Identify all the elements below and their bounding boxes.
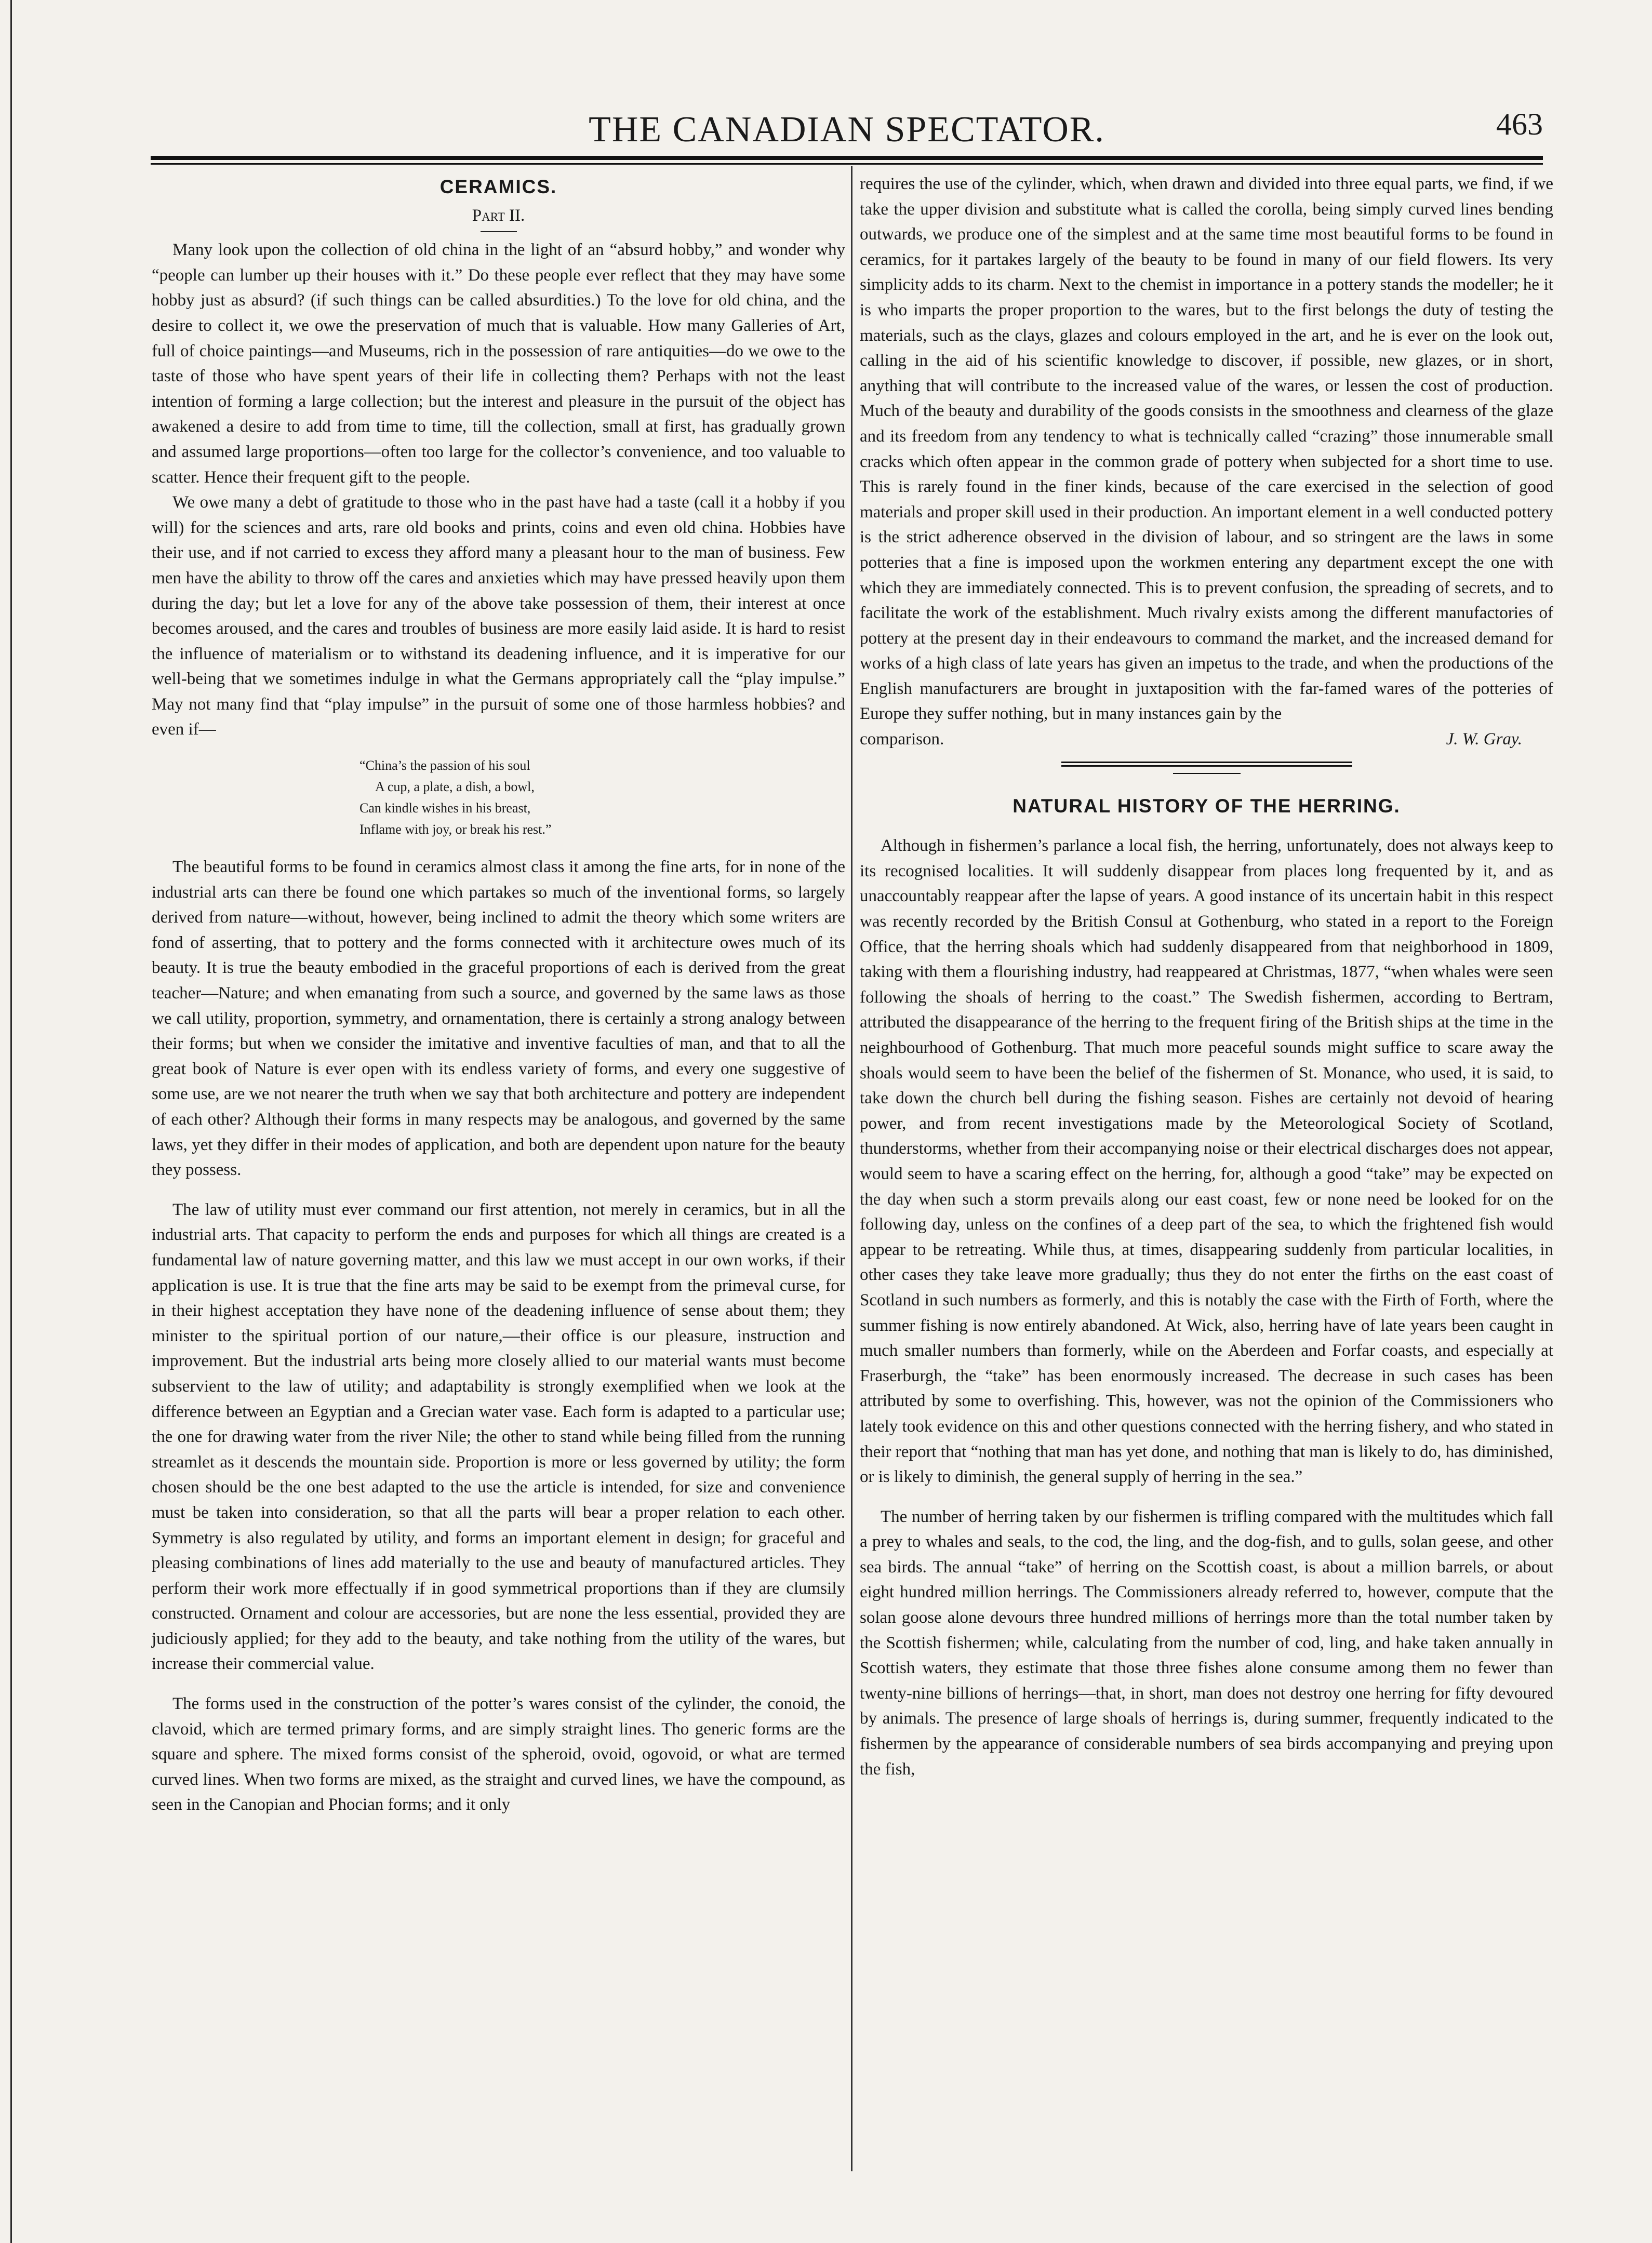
right-column — [860, 171, 1553, 1782]
page-number: 463 — [1496, 107, 1543, 141]
verse-line: Inflame with joy, or break his rest.” — [359, 822, 552, 837]
ceramics-paragraph: The forms used in the construction of the potter’s wares consist of the cylinder, the conoid, the clavoid, which are termed primary forms, and are simply straight lines. Tho generic forms are the square and sphere. The mixed forms consist of the spheroid, ovoid, ogovoid, or what are termed curved lines. When two forms are mixed, as the straight and curved lines, we have the compound, as seen in the Canopian and Phocian forms; and it only — [152, 1694, 845, 1814]
signature-line — [860, 727, 1553, 752]
ceramics-title: CERAMICS. — [439, 176, 557, 197]
header-rule-thick — [151, 156, 1543, 160]
ceramics-continuation: requires the use of the cylinder, which, when drawn and divided into three equal parts, we find, if we take the upper division and substitute what is called the corolla, being simply curved lines bending outwards, we produce one of the simplest and at the same time most beautiful forms to be found in ceramics, for it partakes largely of the beauty to be found in many of our field flowers. Its very simplicity adds to its charm. Next to the chemist in importance in a pottery stands the modeller; he it is who imparts the proper proportion to the wares, but to the first belongs the duty of testing the materials, such as the clays, glazes and colours employed in the art, and he is ever on the look out, calling in the aid of his scientific knowledge to discover, if possible, new glazes, or in short, anything that will contribute to the increased value of the wares, or lessen the cost of production. Much of the beauty and durability of the goods consists in the smoothness and clearness of the glaze and its freedom from any tendency to what is technically called “crazing” those innumerable small cracks which often appear in the common grade of pottery when subjected for a short time to use. This is rarely found in the finer kinds, because of the care exercised in the selection of good materials and proper skill used in their production. An important element in a well conducted pottery is the strict adherence observed in the division of labour, and so stringent are the laws in some potteries that a fine is imposed upon the workmen entering any department except the one with which they are immediately connected. This is to prevent confusion, the spreading of secrets, and to facilitate the work of the establishment. Much rivalry exists among the different manufactories of pottery at the present day in their endeavours to command the market, and the increased demand for works of a high class of late years has given an impetus to the trade, and when the productions of the English manufacturers are brought in juxtaposition with the far-famed wares of the potteries of Europe they suffer nothing, but in many instances gain by the — [860, 175, 1553, 724]
publication-title: THE CANADIAN SPECTATOR. — [589, 110, 1105, 150]
ceramics-paragraph: The beautiful forms to be found in ceramics almost class it among the fine arts, for in none of the industrial arts can there be found one which partakes so much of the inventional forms, so largely derived from nature—without, however, being inclined to admit the theory which some writers are fond of asserting, that to pottery and the forms connected with it architecture owes much of its beauty. It is true the beauty embodied in the graceful proportions of each is derived from the great teacher—Nature; and when emanating from such a source, and governed by the same laws as those we call utility, proportion, symmetry, and ornamentation, there is certainly a strong analogy between their forms; but when we consider the imitative and inventive faculties of man, and that to all the great book of Nature is ever open with its endless variety of forms, and every one suggestive of some use, are we not nearer the truth when we say that both architecture and pottery are independent of each other? Although their forms in many respects may be analogous, and governed by the same laws, yet they differ in their modes of application, and both are dependent upon nature for the beauty they possess. — [152, 858, 845, 1180]
section-separator — [1061, 762, 1352, 774]
subtitle-rule — [481, 231, 517, 232]
running-head — [151, 106, 1543, 156]
ceramics-paragraph: We owe many a debt of gratitude to those who in the past have had a taste (call it a hobby if you will) for the sciences and arts, rare old books and prints, coins and even old china. Hobbies have their use, and if not carried to excess they afford many a pleasant hour to the man of business. Few men have the ability to throw off the cares and anxieties which may have pressed heavily upon them during the day; but let a love for any of the above take possession of them, their interest at once becomes aroused, and the cares and troubles of business are more easily laid aside. It is hard to resist the influence of materialism or to withstand its deadening influence, and it is imperative for our well-being that we sometimes indulge in what the Germans appropriately call the “play impulse.” May not many find that “play impulse” in the pursuit of some one of those harmless hobbies? and even if— — [152, 493, 845, 739]
verse-line: A cup, a plate, a dish, a bowl, — [375, 779, 535, 795]
closing-word: comparison. — [860, 730, 944, 749]
column-divider — [851, 166, 852, 2171]
verse-line: Can kindle wishes in his breast, — [359, 800, 531, 816]
left-margin-rule — [10, 0, 12, 2243]
herring-paragraph: Although in fishermen’s parlance a local fish, the herring, unfortunately, does not always keep to its recognised localities. It will suddenly disappear from places long frequented by it, and as unaccountably reappear after the lapse of years. A good instance of its uncertain habit in this respect was recently recorded by the British Consul at Gothenburg, who stated in a report to the Foreign Office, that the herring shoals which had suddenly disappeared from that neighborhood in 1809, taking with them a flourishing industry, had reappeared at Christmas, 1877, “when whales were seen following the shoals of herring to the coast.” The Swedish fishermen, according to Bertram, attributed the disappearance of the herring to the frequent firing of the British ships at the time in the neighbourhood of Gothenburg. That much more peaceful sounds might suffice to scare away the shoals would seem to have been the belief of the fishermen of St. Monance, who used, it is said, to take down the church bell during the fishing season. Fishes are certainly not devoid of hearing power, and from recent investigations made by the Meteorological Society of Scotland, thunderstorms, whether from their accompanying noise or their electrical discharges does not appear, would seem to have a scaring effect on the herring, for, although a good “take” may be expected on the day when such a storm prevails along our east coast, few or none need be looked for on the following day, unless on the confines of a deep part of the sea, to which the frightened fish would appear to be retreating. While thus, at times, disappearing suddenly from particular localities, in other cases they take leave more gradually; thus they do not enter the firths on the east coast of Scotland in such numbers as formerly, and this is notably the case with the Firth of Forth, where the summer fishing is now entirely abandoned. At Wick, also, herring have of late years been caught in much smaller numbers than formerly, while on the Aberdeen and Forfar coasts, and especially at Fraserburgh, the “take” has been enormously increased. The decrease in such cases has been attributed by some to overfishing. This, however, was not the opinion of the Commissioners who lately took evidence on this and other questions connected with the herring fishery, and who stated in their report that “nothing that man has yet done, and nothing that man is likely to do, has diminished, or is likely to diminish, the general supply of herring in the sea.” — [860, 836, 1553, 1487]
left-column — [152, 171, 845, 1818]
header-rule-thin — [151, 163, 1543, 165]
verse-line: “China’s the passion of his soul — [359, 758, 530, 773]
herring-title: NATURAL HISTORY OF THE HERRING. — [1012, 795, 1401, 817]
author-signature: J. W. Gray. — [1446, 730, 1522, 749]
verse-quote — [152, 755, 845, 840]
ceramics-subtitle: Part II. — [472, 206, 525, 225]
ceramics-paragraph: Many look upon the collection of old china in the light of an “absurd hobby,” and wonder why “people can lumber up their houses with it.” Do these people ever reflect that they may have some hobby just as absurd? (if such things can be called absurdities.) To the love for old china, and the desire to collect it, we owe the preservation of much that is valuable. How many Galleries of Art, full of choice paintings—and Museums, rich in the possession of rare antiquities—do we owe to the taste of those who have spent years of their life in collecting them? Perhaps with not the least intention of forming a large collection; but the interest and pleasure in the pursuit of the object has awakened a desire to add from time to time, till the collection, small at first, has gradually grown and assumed large proportions—often too large for the collector’s convenience, and too valuable to scatter. Hence their frequent gift to the people. — [152, 241, 845, 487]
ceramics-paragraph: The law of utility must ever command our first attention, not merely in ceramics, but in all the industrial arts. That capacity to perform the ends and purposes for which all things are created is a fundamental law of nature governing matter, and this law we must accept in our own works, if their application is use. It is true that the fine arts may be said to be exempt from the primeval curse, for in their highest acceptation they have none of the deadening influence of sense about them; they minister to the spiritual portion of our nature,—their office is our pleasure, instruction and improvement. But the industrial arts being more closely allied to our material wants must become subservient to the law of utility; and adaptability is strongly exemplified when we look at the difference between an Egyptian and a Grecian water vase. Each form is adapted to a particular use; the one for drawing water from the river Nile; the other to stand while being filled from the running streamlet as it descends the mountain side. Proportion is more or less governed by utility; the form chosen should be the one best adapted to the use the article is intended, for size and convenience must be taken into consideration, so that all the parts will bear a proper relation to each other. Symmetry is also regulated by utility, and forms an important element in design; for graceful and pleasing combinations of lines add materially to the use and beauty of manufactured articles. They perform their work more effectually if in good symmetrical proportions than if they are clumsily constructed. Ornament and colour are accessories, but are none the less essential, provided they are judiciously applied; for they add to the beauty, and take nothing from the utility of the wares, but increase their commercial value. — [152, 1200, 845, 1674]
herring-paragraph: The number of herring taken by our fishermen is trifling compared with the multitudes which fall a prey to whales and seals, to the cod, the ling, and the dog-fish, and to gulls, solan geese, and other sea birds. The annual “take” of herring on the Scottish coast, is about a million barrels, or about eight hundred million herrings. The Commissioners already referred to, however, compute that the solan goose alone devours three hundred millions of herrings more than the total number taken by the Scottish fishermen; while, calculating from the number of cod, ling, and hake taken annually in Scottish waters, they estimate that those three fishes alone consume among them no fewer than twenty-nine billions of herrings—that, in short, man does not destroy one herring for fifty devoured by animals. The presence of large shoals of herrings is, during summer, frequently indicated to the fishermen by the appearance of considerable numbers of sea birds accompanying and preying upon the fish, — [860, 1507, 1553, 1779]
